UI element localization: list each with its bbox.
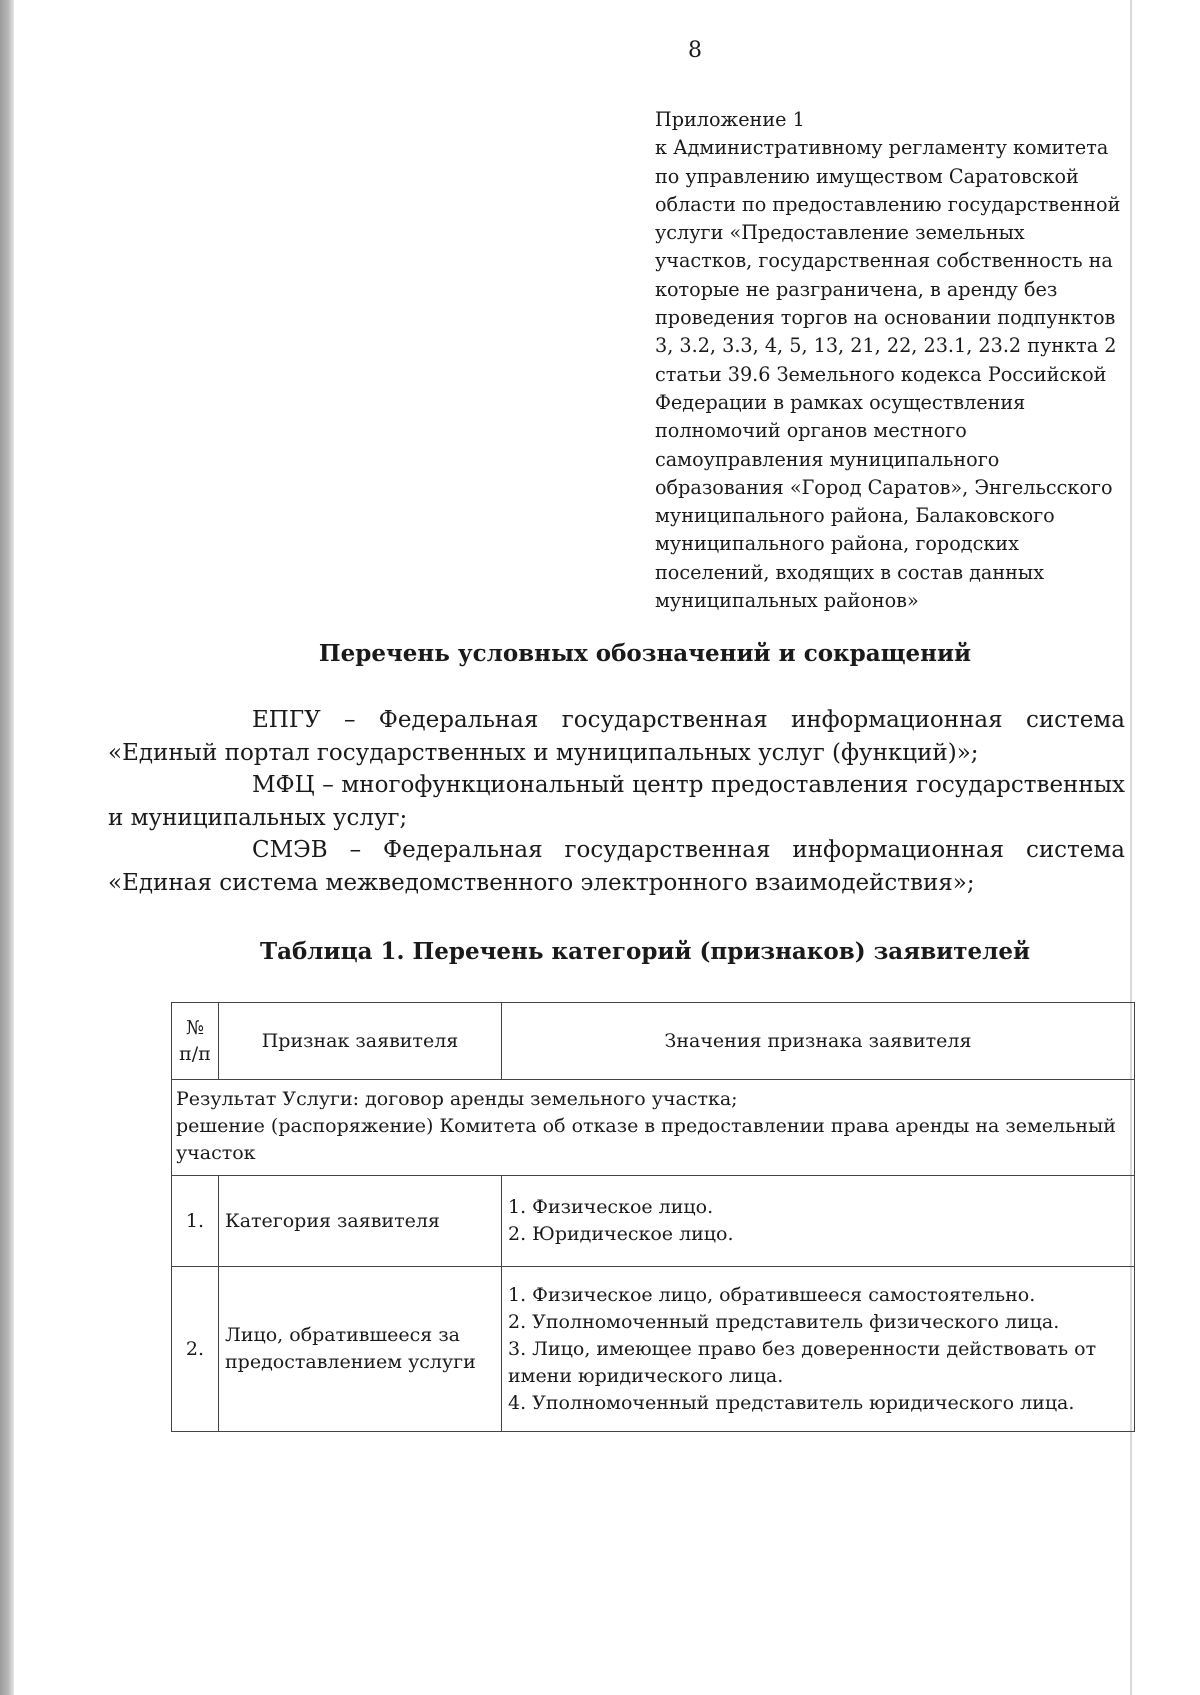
result-cell <box>172 1080 1135 1176</box>
value-item: 4. Уполномоченный представитель юридического лица. <box>508 1391 1075 1414</box>
table-row <box>172 1267 1135 1432</box>
appendix-line: области по предоставлению государственной <box>655 192 1121 216</box>
appendix-line: образования «Город Саратов», Энгельсского <box>655 475 1113 499</box>
abbreviation-mfc <box>108 769 1125 834</box>
scan-edge-right <box>1130 0 1132 1695</box>
value-item: 1. Физическое лицо, обратившееся самостоятельно. <box>508 1283 1036 1306</box>
definition-line: СМЭВ – Федеральная государственная информационная система <box>252 837 1125 863</box>
header-sign: Признак заявителя <box>219 1003 502 1080</box>
abbreviation-smev <box>108 834 1125 899</box>
header-num <box>172 1003 219 1080</box>
section-title: Перечень условных обозначений и сокращений <box>318 640 972 667</box>
header-num-abbr: п/п <box>179 1043 211 1065</box>
appendix-line: 3, 3.2, 3.3, 4, 5, 13, 21, 22, 23.1, 23.2 пункта 2 <box>655 334 1117 358</box>
abbreviations-list <box>108 704 1125 899</box>
appendix-line: проведения торгов на основании подпунктов <box>655 306 1116 330</box>
appendix-line: по управлению имуществом Саратовской <box>655 164 1079 188</box>
header-values: Значения признака заявителя <box>502 1003 1135 1080</box>
definition-line: МФЦ – многофункциональный центр предоставления государственных <box>252 772 1125 798</box>
value-item: 3. Лицо, имеющее право без доверенности действовать от имени юридического лица. <box>508 1337 1097 1387</box>
row-number: 2. <box>172 1267 219 1432</box>
value-item: 1. Физическое лицо. <box>508 1196 714 1218</box>
appendix-header <box>655 106 1125 615</box>
row-sign: Категория заявителя <box>219 1176 502 1267</box>
appendix-line: муниципальных районов» <box>655 589 919 613</box>
appendix-line: полномочий органов местного <box>655 419 967 443</box>
table-result-row <box>172 1080 1135 1176</box>
row-values <box>502 1176 1135 1267</box>
appendix-line: Федерации в рамках осуществления <box>655 390 1026 414</box>
table-row <box>172 1176 1135 1267</box>
appendix-line: муниципального района, городских <box>655 532 1019 556</box>
appendix-line: услуги «Предоставление земельных <box>655 221 1025 245</box>
abbreviation-epgu <box>108 704 1125 769</box>
result-line: участок <box>176 1142 256 1164</box>
applicant-categories-table <box>171 1002 1135 1432</box>
scan-edge-left <box>0 0 14 1695</box>
appendix-line: которые не разграничена, в аренду без <box>655 277 1058 301</box>
row-values <box>502 1267 1135 1432</box>
definition-line: ЕПГУ – Федеральная государственная информационная система <box>252 707 1125 733</box>
row-sign: Лицо, обратившееся за предоставлением услуги <box>219 1267 502 1432</box>
definition-line: «Единый портал государственных и муниципальных услуг (функций)»; <box>108 739 979 766</box>
appendix-line: поселений, входящих в состав данных <box>655 560 1045 584</box>
row-number: 1. <box>172 1176 219 1267</box>
appendix-line: к Административному регламенту комитета <box>655 136 1109 160</box>
appendix-line: статьи 39.6 Земельного кодекса Российской <box>655 362 1107 386</box>
appendix-line: самоуправления муниципального <box>655 447 1000 471</box>
appendix-line: муниципального района, Балаковского <box>655 504 1055 528</box>
appendix-line: участков, государственная собственность на <box>655 249 1113 273</box>
value-item: 2. Уполномоченный представитель физического лица. <box>508 1310 1060 1333</box>
table-header-row <box>172 1003 1135 1080</box>
value-item: 2. Юридическое лицо. <box>508 1223 734 1245</box>
definition-line: и муниципальных услуг; <box>108 804 408 831</box>
header-num-symbol: № <box>186 1017 204 1039</box>
table-title: Таблица 1. Перечень категорий (признаков) заявителей <box>259 938 1031 965</box>
page-number: 8 <box>688 38 702 63</box>
result-line: Результат Услуги: договор аренды земельного участка; <box>176 1088 738 1110</box>
definition-line: «Единая система межведомственного электронного взаимодействия»; <box>108 869 975 896</box>
appendix-line: Приложение 1 <box>655 108 805 131</box>
result-line: решение (распоряжение) Комитета об отказе в предоставлении права аренды на земельный <box>176 1115 1116 1137</box>
